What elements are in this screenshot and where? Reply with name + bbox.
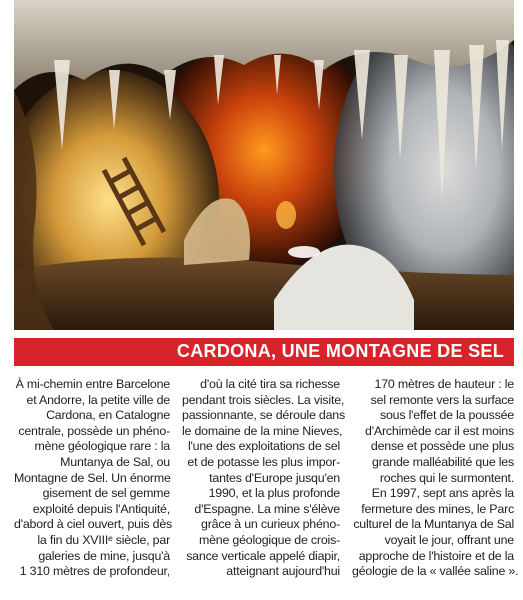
text-line: Cardona, en Catalogne	[46, 408, 170, 423]
article-column-1	[14, 377, 173, 580]
text-line: et de potasse les plus impor-	[187, 454, 340, 469]
text-line: sous l'effet de la poussée	[379, 408, 514, 423]
text-line: tantes d'Europe jusqu'en	[209, 470, 340, 485]
text-line: Montagne de Sel. Un énorme	[14, 470, 171, 485]
article-body	[14, 377, 519, 597]
text-line: culturel de la Muntanya de Sal	[353, 517, 514, 532]
text-line: mène géologique rare : la	[34, 439, 170, 454]
text-line: fermeture des mines, le Parc	[361, 501, 514, 516]
text-line: atteignant aujourd'hui	[226, 564, 340, 579]
cave-photo	[14, 0, 514, 330]
text-line: En 1997, sept ans après la	[371, 486, 514, 501]
text-line: l'une des exploitations de sel	[187, 439, 340, 454]
text-line: mène géologique de crois-	[198, 532, 340, 547]
article-headline: CARDONA, UNE MONTAGNE DE SEL	[176, 341, 504, 361]
text-line: exploité depuis l'Antiquité,	[32, 501, 170, 516]
text-line: dense et possède une plus	[370, 439, 514, 454]
text-line: d'Archimède car il est moins	[365, 423, 514, 438]
headline-bar	[14, 338, 514, 366]
text-line: le domaine de la mine Nieves,	[182, 423, 343, 438]
text-line: Muntanya de Sal, ou	[60, 454, 170, 469]
text-line: 1990, et la plus profonde	[208, 486, 340, 501]
text-line: 1 310 mètres de profondeur,	[19, 564, 170, 579]
text-line: grâce à un curieux phéno-	[201, 517, 340, 532]
text-line: sel remonte vers la surface	[370, 392, 514, 407]
text-line: d'Espagne. La mine s'élève	[194, 501, 340, 516]
text-line: voyait le jour, offrant une	[384, 532, 514, 547]
text-line: géologie de la « vallée saline ».	[352, 564, 519, 579]
text-line: roches qui le surmontent.	[379, 470, 514, 485]
text-line: galeries de mine, jusqu'à	[38, 548, 170, 563]
text-line: passionnante, se déroule dans	[182, 408, 345, 423]
text-line: gisement de sel gemme	[42, 486, 170, 501]
text-line: grande malléabilité que les	[371, 454, 514, 469]
text-line: approche de l'histoire et de la	[358, 548, 514, 563]
text-line: pendant trois siècles. La visite,	[182, 392, 345, 407]
article-column-3	[352, 377, 519, 580]
text-line: la fin du XVIIIᵉ siècle, par	[37, 532, 170, 547]
text-line: d'où la cité tira sa richesse	[200, 377, 340, 391]
text-line: et Andorre, la petite ville de	[26, 392, 170, 407]
text-line: centrale, possède un phéno-	[18, 423, 170, 438]
text-line: d'abord à ciel ouvert, puis dès	[14, 517, 173, 532]
text-line: 170 mètres de hauteur : le	[374, 377, 514, 391]
article-column-2	[182, 377, 345, 580]
text-line: À mi-chemin entre Barcelone	[15, 377, 170, 391]
text-line: sance verticale appelé diapir,	[186, 548, 340, 563]
